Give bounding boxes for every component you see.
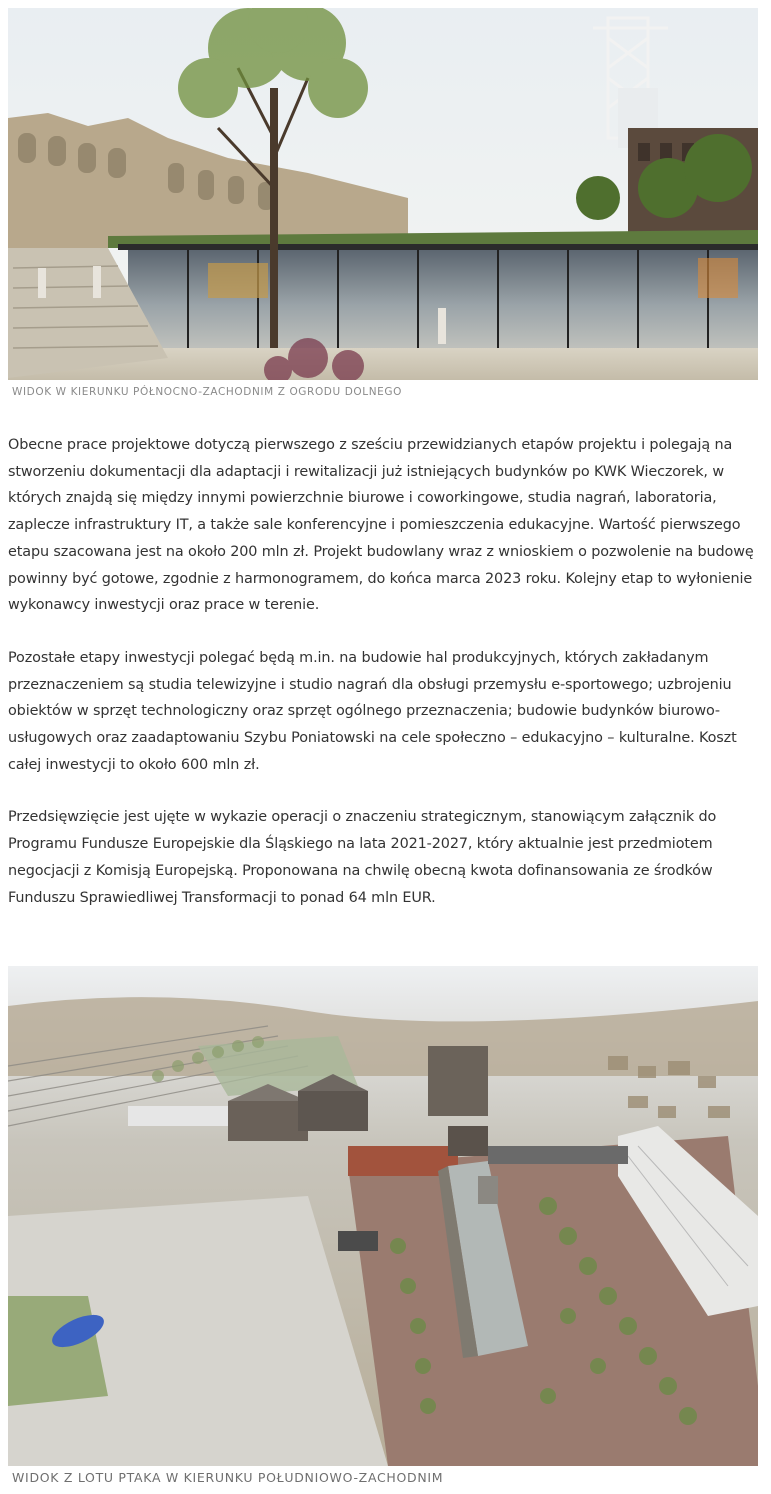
figure-caption: WIDOK W KIERUNKU PÓŁNOCNO-ZACHODNIM Z OGRODU DOLNEGO [12,386,403,398]
paragraph-funding: Przedsięwzięcie jest ujęte w wykazie operacji o znaczeniu strategicznym, stanowiącym załącznik do Programu Fundusze Europejskie dla Śląskiego na lata 2021-2027, który aktualnie jest przedmiotem negocjacji z Komisją Europejską. Proponowana na chwilę obecną kwota dofinansowania ze środków Funduszu Sprawiedliwej Transformacji to ponad 64 mln EUR. [8,809,717,906]
article-body [8,432,763,937]
render-image-aerial[interactable] [8,966,758,1466]
figure-aerial-view [8,966,758,1485]
paragraph-stage-one: Obecne prace projektowe dotyczą pierwszego z sześciu przewidzianych etapów projektu i polegają na stworzeniu dokumentacji dla adaptacji i rewitalizacji już istniejących budynków po KWK Wieczorek, w których znajdą się między innymi powierzchnie biurowe i coworkingowe, studia nagrań, laboratoria, zaplecze infrastruktury IT, a także sale konferencyjne i pomieszczenia edukacyjne. Wartość pierwszego etapu szacowana jest na około 200 mln zł. Projekt budowlany wraz z wnioskiem o pozwolenie na budowę powinny być gotowe, zgodnie z harmonogramem, do końca marca 2023 roku. Kolejny etap to wyłonienie wykonawcy inwestycji oraz prace w terenie. [8,437,754,614]
figure-caption: WIDOK Z LOTU PTAKA W KIERUNKU POŁUDNIOWO-ZACHODNIM [12,1470,444,1485]
render-image-pavilion[interactable] [8,8,758,380]
figure-northwest-view [8,8,758,398]
paragraph-other-stages: Pozostałe etapy inwestycji polegać będą m.in. na budowie hal produkcyjnych, których zakładanym przeznaczeniem są studia telewizyjne i studio nagrań dla obsługi przemysłu e-sportowego; uzbrojeniu obiektów w sprzęt technologiczny oraz sprzęt ogólnego przeznaczenia; budowie budynków biurowo-usługowych oraz zaadaptowaniu Szybu Poniatowski na cele społeczno – edukacyjno – kulturalne. Koszt całej inwestycji to około 600 mln zł. [8,649,737,773]
